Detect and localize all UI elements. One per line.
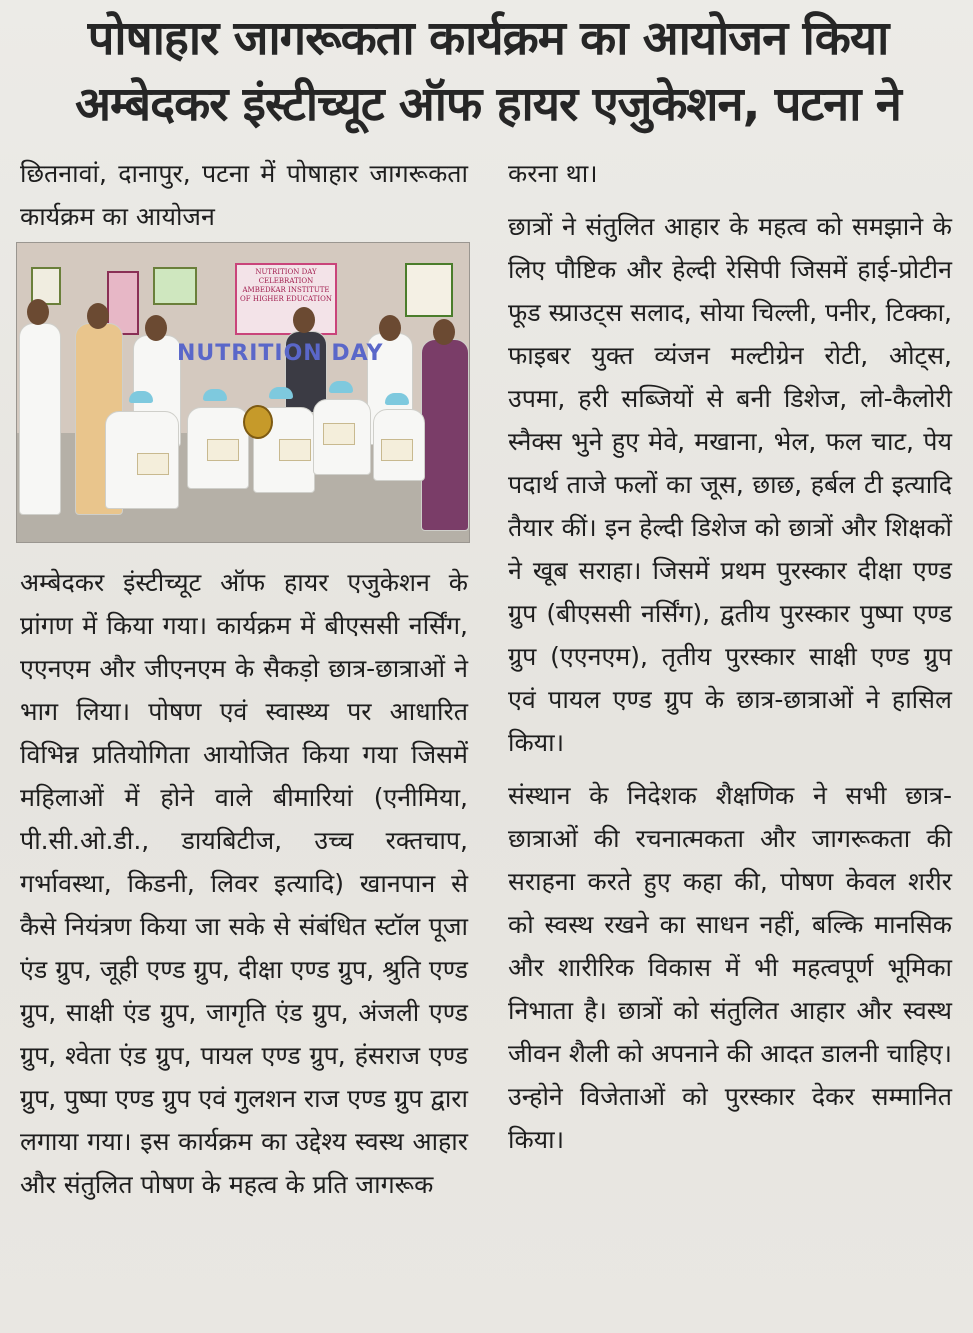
intro-paragraph: छितनावां, दानापुर, पटना में पोषाहार जागरूकता कार्यक्रम का आयोजन (20, 159, 468, 231)
certificate (207, 439, 239, 461)
person-head (379, 315, 401, 341)
right-paragraph-1: करना था। (508, 159, 598, 188)
certificate (279, 439, 311, 461)
event-photo (16, 242, 470, 543)
banner-title: NUTRITION DAY CELEBRATION (255, 268, 317, 285)
right-column (508, 152, 952, 1171)
wall-poster (405, 263, 453, 317)
trophy (243, 405, 273, 439)
headline-line-2: अम्बेदकर इंस्टीच्यूट ऑफ हायर एजुकेशन, पटना ने (75, 77, 901, 132)
nutrition-day-overlay: NUTRITION DAY (177, 341, 384, 366)
person (421, 339, 469, 531)
headline-line-1: पोषाहार जागरूकता कार्यक्रम का आयोजन किया (87, 11, 889, 66)
left-body-paragraph: अम्बेदकर इंस्टीच्यूट ऑफ हायर एजुकेशन के प्रांगण में किया गया। कार्यक्रम में बीएससी नर्सिंग, एएनएम और जीएनएम के सैकड़ो छात्र-छात्राओं ने भाग लिया। पोषण एवं स्वास्थ्य पर आधारित विभिन्न प्रतियोगिता आयोजित किया गया जिसमें महिलाओं में होने वाले बीमारियां (एनीमिया, पी.सी.ओ.डी., डायबिटीज, उच्च रक्तचाप, गर्भावस्था, किडनी, लिवर इत्यादि) खानपान से कैसे नियंत्रण किया जा सके से संबंधित स्टॉल पूजा एंड ग्रुप, जूही एण्ड ग्रुप, दीक्षा एण्ड ग्रुप, श्रुति एण्ड ग्रुप, साक्षी एंड ग्रुप, जागृति एंड ग्रुप, अंजली एण्ड ग्रुप, श्वेता एंड ग्रुप, पायल एण्ड ग्रुप, हंसराज एण्ड ग्रुप, पुष्पा एण्ड ग्रुप एवं गुलशन राज एण्ड ग्रुप द्वारा लगाया गया। इस कार्यक्रम का उद्देश्य स्वस्थ आहार और संतुलित पोषण के महत्व के प्रति जागरूक (20, 568, 468, 1199)
person-head (145, 315, 167, 341)
person-head (433, 319, 455, 345)
person-head (27, 299, 49, 325)
certificate (137, 453, 169, 475)
person-head (87, 303, 109, 329)
celebration-banner (235, 263, 337, 335)
right-paragraph-3: संस्थान के निदेशक शैक्षणिक ने सभी छात्र-छात्राओं की रचनात्मकता और जागरूकता की सराहना करते हुए कहा की, पोषण केवल शरीर को स्वस्थ रखने का साधन नहीं, बल्कि मानसिक और शारीरिक विकास में भी महत्वपूर्ण भूमिका निभाता है। छात्रों को संतुलित आहार और स्वस्थ जीवन शैली को अपनाने की आदत डालनी चाहिए। उन्होने विजेताओं को पुरस्कार देकर सम्मानित किया। (508, 781, 952, 1154)
person-head (293, 307, 315, 333)
nurse-cap (329, 381, 353, 393)
right-paragraph-2: छात्रों ने संतुलित आहार के महत्व को समझाने के लिए पौष्टिक और हेल्दी रेसिपी जिसमें हाई-प्रोटीन फूड स्प्राउट्स सलाद, सोया चिल्ली, पनीर, टिक्का, फाइबर युक्त व्यंजन मल्टीग्रेन रोटी, ओट्स, उपमा, हरी सब्जियों से बनी डिशेज, लो-कैलोरी स्नैक्स भुने हुए मेवे, मखाना, भेल, फल चाट, पेय पदार्थ ताजे फलों का जूस, छाछ, हर्बल टी इत्यादि तैयार कीं। इन हेल्दी डिशेज को छात्रों और शिक्षकों ने खूब सराहा। जिसमें प्रथम पुरस्कार दीक्षा एण्ड ग्रुप (बीएससी नर्सिंग), द्वतीय पुरस्कार पुष्पा एण्ड ग्रुप (एएनएम), तृतीय पुरस्कार साक्षी एण्ड ग्रुप एवं पायल एण्ड ग्रुप के छात्र-छात्राओं ने हासिल किया। (508, 212, 952, 757)
certificate (323, 423, 355, 445)
certificate (381, 439, 413, 461)
person (19, 323, 61, 515)
nurse-cap (385, 393, 409, 405)
nurse-cap (203, 389, 227, 401)
left-column (20, 152, 468, 1206)
wall-poster (153, 267, 197, 305)
banner-subtitle: AMBEDKAR INSTITUTE OF HIGHER EDUCATION (240, 286, 332, 303)
headline (18, 6, 958, 138)
nurse-cap (129, 391, 153, 403)
nurse-cap (269, 387, 293, 399)
